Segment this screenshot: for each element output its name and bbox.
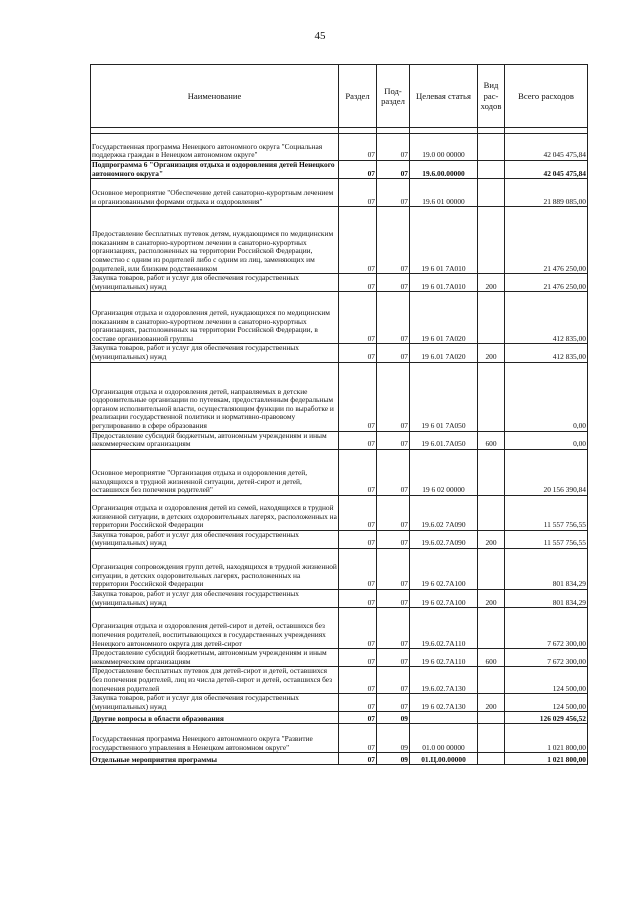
row-target-article bbox=[410, 712, 478, 724]
row-podrazdel: 07 bbox=[377, 179, 410, 207]
table-row bbox=[91, 449, 588, 495]
row-expense-type: 600 bbox=[478, 649, 505, 667]
row-target-article: 19 6 02.7A100 bbox=[410, 589, 478, 607]
row-expense-type: 200 bbox=[478, 589, 505, 607]
row-total: 7 672 300,00 bbox=[505, 649, 588, 667]
row-total: 0,00 bbox=[505, 431, 588, 449]
row-total: 126 029 456,52 bbox=[505, 712, 588, 724]
row-total: 1 021 800,00 bbox=[505, 724, 588, 753]
row-name: Закупка товаров, работ и услуг для обеспечения государственных (муниципальных) нужд bbox=[91, 274, 339, 292]
row-podrazdel: 07 bbox=[377, 589, 410, 607]
row-name: Государственная программа Ненецкого автономного округа "Социальная поддержка граждан в Ненецком автономном округе" bbox=[91, 134, 339, 161]
row-expense-type bbox=[478, 134, 505, 161]
row-name: Отдельные мероприятия программы bbox=[91, 753, 339, 765]
row-podrazdel: 07 bbox=[377, 449, 410, 495]
row-name: Организация сопровождения групп детей, находящихся в трудной жизненной ситуации, в детских оздоровительных лагерях, расположенных на территории Российской Федерации bbox=[91, 548, 339, 589]
row-razdel: 07 bbox=[339, 712, 377, 724]
row-name: Закупка товаров, работ и услуг для обеспечения государственных (муниципальных) нужд bbox=[91, 589, 339, 607]
table-row bbox=[91, 274, 588, 292]
row-expense-type bbox=[478, 179, 505, 207]
row-razdel: 07 bbox=[339, 548, 377, 589]
row-razdel: 07 bbox=[339, 161, 377, 179]
table-row bbox=[91, 712, 588, 724]
table-row bbox=[91, 753, 588, 765]
row-total: 7 672 300,00 bbox=[505, 608, 588, 649]
row-total: 42 045 475,84 bbox=[505, 134, 588, 161]
row-target-article: 19 6 02.7A130 bbox=[410, 694, 478, 712]
table-header-row bbox=[91, 65, 588, 128]
row-podrazdel: 07 bbox=[377, 495, 410, 530]
row-name: Закупка товаров, работ и услуг для обеспечения государственных (муниципальных) нужд bbox=[91, 530, 339, 548]
table-row bbox=[91, 161, 588, 179]
header-razdel: Раздел bbox=[339, 65, 377, 128]
row-expense-type bbox=[478, 667, 505, 694]
row-expense-type bbox=[478, 207, 505, 274]
table-row bbox=[91, 530, 588, 548]
table-row bbox=[91, 495, 588, 530]
row-target-article: 19.6.02.7A130 bbox=[410, 667, 478, 694]
row-target-article: 19 6 01 7A050 bbox=[410, 362, 478, 431]
row-razdel: 07 bbox=[339, 362, 377, 431]
row-total: 0,00 bbox=[505, 362, 588, 431]
table-row bbox=[91, 179, 588, 207]
row-expense-type: 200 bbox=[478, 530, 505, 548]
row-razdel: 07 bbox=[339, 495, 377, 530]
row-expense-type: 600 bbox=[478, 431, 505, 449]
row-total: 11 557 756,55 bbox=[505, 530, 588, 548]
row-expense-type bbox=[478, 449, 505, 495]
row-name: Подпрограмма 6 "Организация отдыха и оздоровления детей Ненецкого автономного округа" bbox=[91, 161, 339, 179]
row-podrazdel: 07 bbox=[377, 292, 410, 344]
row-target-article: 01.0 00 00000 bbox=[410, 724, 478, 753]
row-total: 21 889 085,00 bbox=[505, 179, 588, 207]
row-razdel: 07 bbox=[339, 608, 377, 649]
row-name: Организация отдыха и оздоровления детей из семей, находящихся в трудной жизненной ситуации, в детских оздоровительных лагерях, расположенных на территории Российской Федерации bbox=[91, 495, 339, 530]
row-expense-type bbox=[478, 712, 505, 724]
row-total: 124 500,00 bbox=[505, 667, 588, 694]
budget-table bbox=[90, 64, 588, 765]
header-name: Наименование bbox=[91, 65, 339, 128]
row-target-article: 19.0 00 00000 bbox=[410, 134, 478, 161]
row-podrazdel: 07 bbox=[377, 274, 410, 292]
row-target-article: 19 6 02.7A100 bbox=[410, 548, 478, 589]
row-razdel: 07 bbox=[339, 292, 377, 344]
row-podrazdel: 07 bbox=[377, 649, 410, 667]
row-razdel: 07 bbox=[339, 724, 377, 753]
row-razdel: 07 bbox=[339, 431, 377, 449]
row-podrazdel: 07 bbox=[377, 134, 410, 161]
row-expense-type bbox=[478, 724, 505, 753]
header-total-expenses: Всего расходов bbox=[505, 65, 588, 128]
row-expense-type bbox=[478, 362, 505, 431]
row-name: Организация отдыха и оздоровления детей, нуждающихся по медицинским показаниям в санаторно-курортном лечении в санаторно-курортных организациях, расположенных на территории Российской Федерации, в составе организованной группы bbox=[91, 292, 339, 344]
row-total: 21 476 250,00 bbox=[505, 274, 588, 292]
row-target-article: 19 6 01 7A020 bbox=[410, 292, 478, 344]
row-name: Предоставление бесплатных путевок для детей-сирот и детей, оставшихся без попечения родителей, лиц из числа детей-сирот и детей, оставшихся без попечения родителей bbox=[91, 667, 339, 694]
row-podrazdel: 07 bbox=[377, 207, 410, 274]
row-target-article: 19.6.00.00000 bbox=[410, 161, 478, 179]
row-total: 412 835,00 bbox=[505, 292, 588, 344]
row-name: Организация отдыха и оздоровления детей-сирот и детей, оставшихся без попечения родителей, воспитывающихся в государственных учреждениях Ненецкого автономного округа для детей-сирот bbox=[91, 608, 339, 649]
row-total: 124 500,00 bbox=[505, 694, 588, 712]
row-razdel: 07 bbox=[339, 344, 377, 362]
row-expense-type bbox=[478, 495, 505, 530]
row-razdel: 07 bbox=[339, 530, 377, 548]
table-row bbox=[91, 292, 588, 344]
row-target-article: 19 6 01 7A010 bbox=[410, 207, 478, 274]
row-target-article: 19.6.02.7A090 bbox=[410, 530, 478, 548]
row-target-article: 19 6 02.7A110 bbox=[410, 649, 478, 667]
row-razdel: 07 bbox=[339, 134, 377, 161]
row-podrazdel: 07 bbox=[377, 608, 410, 649]
row-expense-type: 200 bbox=[478, 344, 505, 362]
row-podrazdel: 07 bbox=[377, 530, 410, 548]
row-razdel: 07 bbox=[339, 589, 377, 607]
header-expense-type: Вид рас-ходов bbox=[478, 65, 505, 128]
row-name: Закупка товаров, работ и услуг для обеспечения государственных (муниципальных) нужд bbox=[91, 344, 339, 362]
row-target-article: 19 6 01.7A010 bbox=[410, 274, 478, 292]
table-row bbox=[91, 589, 588, 607]
row-target-article: 19 6.01 7A020 bbox=[410, 344, 478, 362]
table-row bbox=[91, 344, 588, 362]
row-target-article: 19.6.02 7A090 bbox=[410, 495, 478, 530]
row-total: 21 476 250,00 bbox=[505, 207, 588, 274]
row-total: 801 834,29 bbox=[505, 548, 588, 589]
row-podrazdel: 07 bbox=[377, 548, 410, 589]
row-podrazdel: 09 bbox=[377, 712, 410, 724]
row-total: 42 045 475,84 bbox=[505, 161, 588, 179]
row-podrazdel: 07 bbox=[377, 362, 410, 431]
row-name: Государственная программа Ненецкого автономного округа "Развитие государственного управления в Ненецком автономном округе" bbox=[91, 724, 339, 753]
row-razdel: 07 bbox=[339, 179, 377, 207]
row-total: 20 156 390,84 bbox=[505, 449, 588, 495]
row-name: Предоставление бесплатных путевок детям, нуждающимся по медицинским показаниям в санаторно-курортном лечении в санаторно-курортных организациях, расположенных на территории Российской Федерации, совместно с одним из родителей либо с одним из лиц, заменяющих им родителей, или близким родственником bbox=[91, 207, 339, 274]
row-target-article: 19 6.01.7A050 bbox=[410, 431, 478, 449]
row-target-article: 01.Ц.00.00000 bbox=[410, 753, 478, 765]
row-razdel: 07 bbox=[339, 649, 377, 667]
row-expense-type bbox=[478, 608, 505, 649]
row-expense-type: 200 bbox=[478, 694, 505, 712]
row-name: Основное мероприятие "Организация отдыха и оздоровления детей, находящихся в трудной жизненной ситуации, детей-сирот и детей, оставшихся без попечения родителей" bbox=[91, 449, 339, 495]
row-podrazdel: 09 bbox=[377, 753, 410, 765]
row-name: Организация отдыха и оздоровления детей, направляемых в детские оздоровительные организации по путевкам, предоставленным федеральным органом исполнительной власти, осуществляющим функции по выработке и реализации государственной политики и нормативно-правовому регулированию в сфере образования bbox=[91, 362, 339, 431]
table-row bbox=[91, 431, 588, 449]
row-name: Предоставление субсидий бюджетным, автономным учреждениям и иным некоммерческим организациям bbox=[91, 431, 339, 449]
row-target-article: 19 6 02 00000 bbox=[410, 449, 478, 495]
table-row bbox=[91, 694, 588, 712]
row-podrazdel: 07 bbox=[377, 667, 410, 694]
row-expense-type bbox=[478, 161, 505, 179]
row-razdel: 07 bbox=[339, 753, 377, 765]
row-podrazdel: 09 bbox=[377, 724, 410, 753]
table-row bbox=[91, 548, 588, 589]
row-total: 412 835,00 bbox=[505, 344, 588, 362]
row-total: 11 557 756,55 bbox=[505, 495, 588, 530]
row-expense-type bbox=[478, 753, 505, 765]
row-name: Основное мероприятие "Обеспечение детей санаторно-курортным лечением и организованными формами отдыха и оздоровления" bbox=[91, 179, 339, 207]
row-expense-type: 200 bbox=[478, 274, 505, 292]
table-row bbox=[91, 207, 588, 274]
row-name: Предоставление субсидий бюджетным, автономным учреждениям и иным некоммерческим организациям bbox=[91, 649, 339, 667]
header-target-article: Целевая статья bbox=[410, 65, 478, 128]
table-row bbox=[91, 608, 588, 649]
row-podrazdel: 07 bbox=[377, 161, 410, 179]
table-row bbox=[91, 649, 588, 667]
row-razdel: 07 bbox=[339, 667, 377, 694]
row-podrazdel: 07 bbox=[377, 344, 410, 362]
row-total: 1 021 800,00 bbox=[505, 753, 588, 765]
header-podrazdel: Под-раздел bbox=[377, 65, 410, 128]
table-row bbox=[91, 667, 588, 694]
row-name: Другие вопросы в области образования bbox=[91, 712, 339, 724]
row-expense-type bbox=[478, 292, 505, 344]
row-razdel: 07 bbox=[339, 207, 377, 274]
page-number: 45 bbox=[314, 30, 326, 42]
row-razdel: 07 bbox=[339, 449, 377, 495]
table-row bbox=[91, 134, 588, 161]
table-row bbox=[91, 724, 588, 753]
row-target-article: 19.6.02.7A110 bbox=[410, 608, 478, 649]
row-razdel: 07 bbox=[339, 694, 377, 712]
row-name: Закупка товаров, работ и услуг для обеспечения государственных (муниципальных) нужд bbox=[91, 694, 339, 712]
row-podrazdel: 07 bbox=[377, 694, 410, 712]
row-total: 801 834,29 bbox=[505, 589, 588, 607]
row-podrazdel: 07 bbox=[377, 431, 410, 449]
row-razdel: 07 bbox=[339, 274, 377, 292]
table-row bbox=[91, 362, 588, 431]
row-expense-type bbox=[478, 548, 505, 589]
row-target-article: 19.6 01 00000 bbox=[410, 179, 478, 207]
